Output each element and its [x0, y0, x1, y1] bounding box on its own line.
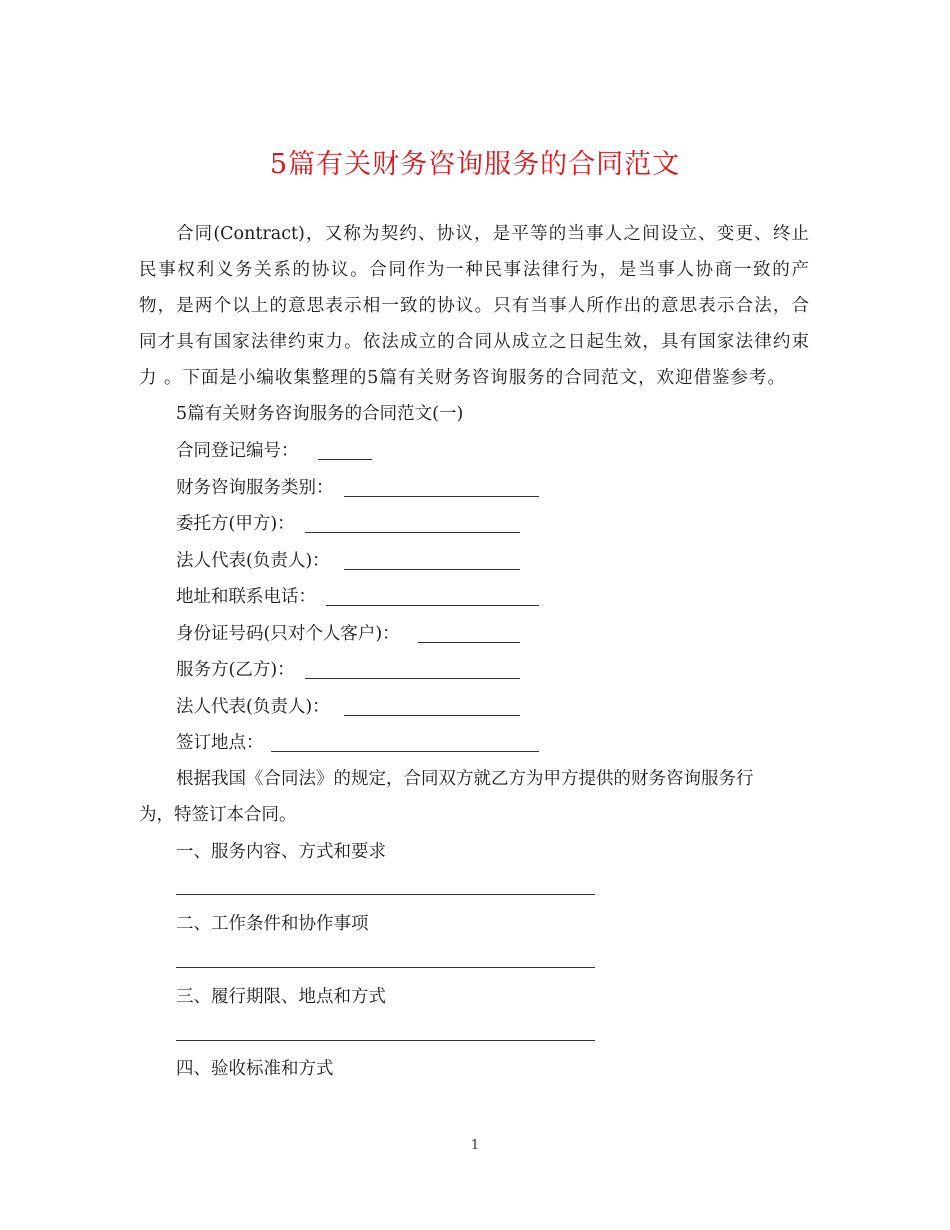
intro-line: 民事权利义务关系的协议。合同作为一种民事法律行为，是当事人协商一致的产 [139, 260, 809, 280]
field-label-provider: 服务方(乙方)： [176, 660, 295, 680]
field-label-provider-legal-rep: 法人代表(负责人)： [176, 697, 330, 717]
clause-blank-work-conditions [176, 967, 595, 968]
clause-heading-work-conditions: 二、工作条件和协作事项 [176, 914, 369, 934]
clause-heading-performance-term: 三、履行期限、地点和方式 [176, 987, 386, 1007]
page-number: 1 [470, 1138, 480, 1153]
field-label-signing-place: 签订地点： [176, 733, 264, 753]
clause-blank-performance-term [176, 1040, 595, 1041]
clause-heading-acceptance: 四、验收标准和方式 [176, 1059, 334, 1079]
field-blank-client-legal-rep [344, 569, 520, 570]
field-label-registration-number: 合同登记编号： [176, 441, 299, 461]
field-blank-id-number [418, 642, 520, 643]
field-label-address-phone: 地址和联系电话： [176, 587, 316, 607]
intro-line: 物，是两个以上的意思表示相一致的协议。只有当事人所作出的意思表示合法，合 [139, 296, 809, 316]
field-blank-client [305, 532, 520, 533]
clause-blank-service-content [176, 894, 595, 895]
field-blank-service-type [344, 496, 539, 497]
intro-line: 同才具有国家法律约束力。依法成立的合同从成立之日起生效，具有国家法律约束 [139, 332, 809, 352]
field-label-service-type: 财务咨询服务类别： [176, 478, 334, 498]
basis-line: 为，特签订本合同。 [139, 805, 297, 825]
document-title: 5篇有关财务咨询服务的合同范文 [269, 149, 681, 180]
field-blank-address-phone [326, 605, 539, 606]
field-blank-provider-legal-rep [344, 715, 520, 716]
section-heading: 5篇有关财务咨询服务的合同范文(一) [176, 404, 464, 424]
clause-heading-service-content: 一、服务内容、方式和要求 [176, 842, 386, 862]
field-label-client-legal-rep: 法人代表(负责人)： [176, 551, 330, 571]
field-blank-signing-place [271, 751, 539, 752]
field-label-id-number: 身份证号码(只对个人客户)： [176, 624, 400, 644]
intro-line: 合同(Contract)，又称为契约、协议，是平等的当事人之间设立、变更、终止 [176, 224, 809, 244]
field-blank-provider [305, 678, 520, 679]
basis-line: 根据我国《合同法》的规定，合同双方就乙方为甲方提供的财务咨询服务行 [176, 769, 754, 789]
field-blank-registration-number [318, 459, 372, 460]
intro-line: 力 。下面是小编收集整理的5篇有关财务咨询服务的合同范文，欢迎借鉴参考。 [139, 368, 785, 388]
field-label-client: 委托方(甲方)： [176, 514, 295, 534]
